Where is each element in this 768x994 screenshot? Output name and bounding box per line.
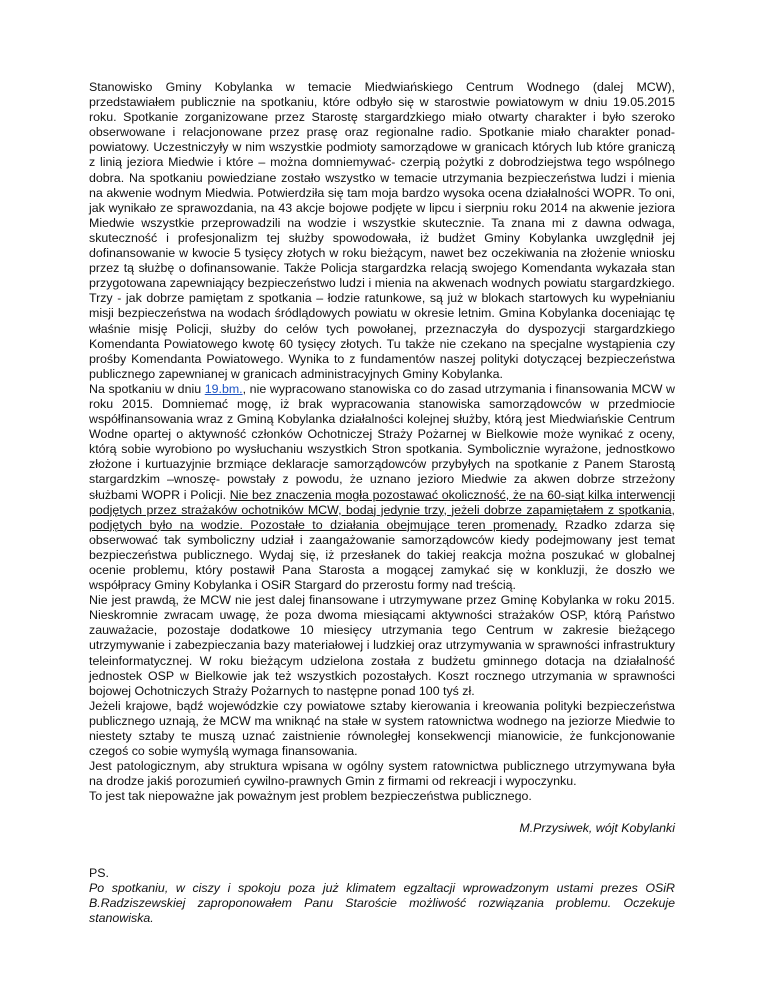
paragraph-meeting-start: Na spotkaniu w dniu [89, 381, 205, 396]
ps-text: Po spotkaniu, w ciszy i spokoju poza już klimatem egzaltacji wprowadzonym ustami prezes OSiR B.Radziszewskiej zaproponowałem Panu Staroście możliwość rozwiązania problemu. Oczekuje stanowiska. [89, 880, 675, 925]
paragraph-meeting-end: Rzadko zdarza się obserwować tak symboliczny udział i zaangażowanie samorządowców kiedy podejmowany jest temat bezpieczeństwa publicznego. Wydaj się, iż przesłanek do takiej reakcja można poszukać w globalnej ocenie problemu, który postawił Pana Starosta a mogącej zamykać się w konkluzji, że doszło we współpracy Gminy Kobylanka i OSiR Stargard do przerostu formy nad treścią. [89, 517, 675, 593]
signature: M.Przysiwek, wójt Kobylanki [519, 820, 675, 835]
ps-label: PS. [89, 865, 109, 880]
paragraph-conclusion: To jest tak niepoważne jak poważnym jest problem bezpieczeństwa publicznego. [89, 789, 532, 804]
paragraph-meeting [89, 382, 675, 593]
underlined-passage: Nie bez znaczenia mogła pozostawać okoliczność, że na 60-siąt kilka interwencji podjętych przez strażaków ochotników MCW, bodaj jedynie trzy, jeżeli dobrze zapamiętałem z spotkania, podjętych było na wodzie. Pozostałe to działania obejmujące teren promenady. [89, 487, 675, 532]
paragraph-policy: Jeżeli krajowe, bądź wojewódzkie czy powiatowe sztaby kierowania i kreowania polityki bezpieczeństwa publicznego uznają, że MCW ma wniknąć na stałe w system ratownictwa wodnego na jeziorze Miedwie to niestety sztaby te muszą uznać zaistnienie równoległej konsekwencji mianowicie, że funkcjonowanie czegoś co sobie wymyślą wymaga finansowania. [89, 698, 675, 759]
date-link[interactable]: 19.bm. [204, 381, 243, 396]
paragraph-pathology: Jest patologicznym, aby struktura wpisana w ogólny system ratownictwa publicznego utrzymywana była na drodze jakiś porozumień cywilno-prawnych Gmin z firmami od rekreacji i wypoczynku. [89, 759, 675, 789]
paragraph-financing: Nie jest prawdą, że MCW nie jest dalej finansowane i utrzymywane przez Gminę Kobylanka w roku 2015. Nieskromnie zwracam uwagę, że poza dwoma miesiącami aktywności strażaków OSP, którą Państwo zauważacie, pozostaje dodatkowe 10 miesięcy utrzymania tego Centrum w zakresie bieżącego utrzymywanie i zabezpieczania bazy materiałowej i ludzkiej oraz utrzymywania w sprawności infrastruktury teleinformatycznej. W roku bieżącym udzielona została z budżetu gminnego dotacja na działalność jednostek OSP w Bielkowie jak też wszystkich pozostałych. Koszt rocznego utrzymania w sprawności bojowej Ochotniczych Straży Pożarnych to następne ponad 100 tyś zł. [89, 593, 675, 698]
paragraph-meeting-body: , nie wypracowano stanowiska co do zasad utrzymania i finansowania MCW w roku 2015. Domniemać mogę, iż brak wypracowania stanowiska samorządowców w przedmiocie współfinansowania wraz z Gminą Kobylanka działalności kolejnej służby, którą jest Miedwiańskie Centrum Wodne opartej o aktywność członków Ochotniczej Straży Pożarnej w Bielkowie może wynikać z oceny, którą sobie wyrobiono po wysłuchaniu wszystkich Stron spotkania. Symbolicznie wyrażone, jednostkowo złożone i kurtuazyjnie brzmiące deklaracje samorządowców przybyłych na spotkanie z Panem Starostą stargardzkim –wnoszę- powstały z powodu, że uznano jezioro Miedwie za akwen dobrze strzeżony służbami WOPR i Policji. [89, 381, 675, 502]
paragraph-intro: Stanowisko Gminy Kobylanka w temacie Miedwiańskiego Centrum Wodnego (dalej MCW), przedstawiałem publicznie na spotkaniu, które odbyło się w starostwie powiatowym w dniu 19.05.2015 roku. Spotkanie zorganizowane przez Starostę stargardzkiego miało otwarty charakter i było szeroko obserwowane i relacjonowane przez prasę oraz regionalne radio. Spotkanie miało charakter ponad-powiatowy. Uczestniczyły w nim wszystkie podmioty samorządowe w granicach których lub które graniczą z linią jeziora Miedwie i które – można domniemywać- czerpią pożytki z dobrodziejstwa tego wspólnego dobra. Na spotkaniu powiedziane zostało wszystko w temacie utrzymania bezpieczeństwa ludzi i mienia na akwenie wodnym Miedwia. Potwierdziła się tam moja bardzo wysoka ocena działalności WOPR. To oni, jak wynikało ze sprawozdania, na 43 akcje bojowe podjęte w lipcu i sierpniu roku 2014 na akwenie jeziora Miedwie wszystkie przeprowadzili na wodzie i wszystkie skutecznie. Ta znana mi z dawna odwaga, skuteczność i profesjonalizm tej służby spowodowała, iż budżet Gminy Kobylanka uwzględnił jej dofinansowanie w kwocie 5 tysięcy złotych w roku bieżącym, nawet bez oczekiwania na złożenie wniosku przez tą służbę o dofinansowanie. Także Policja stargardzka relacją swojego Komendanta wykazała stan przygotowana zapewniający bezpieczeństwo ludzi i mienia na akwenach wodnych powiatu stargardzkiego. Trzy - jak dobrze pamiętam z spotkania – łodzie ratunkowe, są już w blokach startowych ku wypełnianiu misji bezpieczeństwa na wodach śródlądowych powiatu w okresie letnim. Gmina Kobylanka doceniając tę właśnie misję Policji, służby do celów tych powołanej, przeznaczyła do dyspozycji stargardzkiego Komendanta Powiatowego kwotę 60 tysięcy złotych. Tu także nie czekano na specjalne wystąpienia czy prośby Komendanta Powiatowego. Wynika to z fundamentów naszej polityki dotyczącej bezpieczeństwa publicznego zapewnianej w granicach administracyjnych Gminy Kobylanka. [89, 80, 675, 381]
document-body [89, 80, 675, 926]
